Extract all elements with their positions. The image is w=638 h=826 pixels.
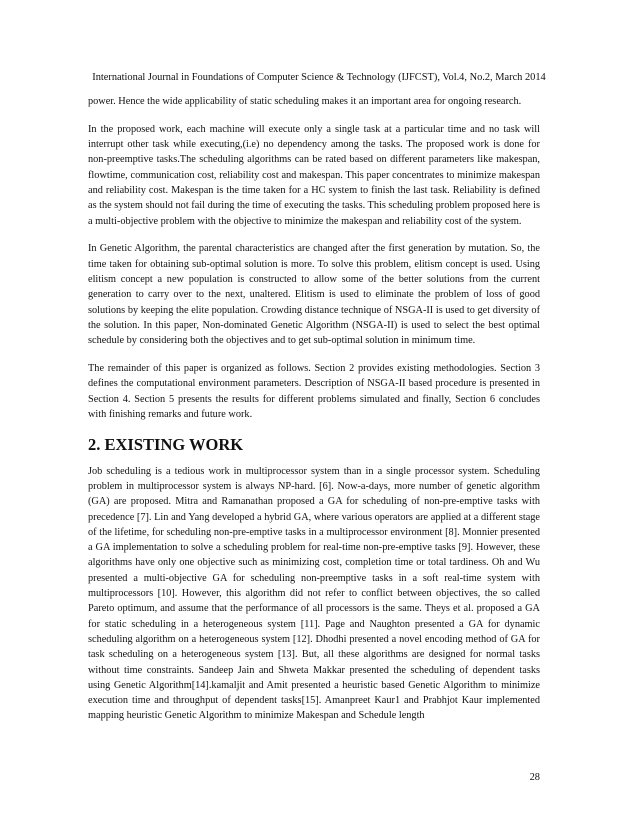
paragraph-genetic-algorithm: In Genetic Algorithm, the parental characteristics are changed after the first generation by mutation. So, the time taken for obtaining sub-optimal solution is more. To solve this problem, elitism concept is used. Using elitism concept a new population is constructed to allow some of the better solutions from the current generation to carry over to the next, unaltered. Elitism is used to eliminate the problem of loss of good solutions by keeping the elite population. Crowding distance technique of NSGA-II is used to get diversity of the solution. In this paper, Non-dominated Genetic Algorithm (NSGA-II) is used to select the best optimal schedule by considering both the objectives and to get sub-optimal solution in minimum time. <box>88 243 540 347</box>
page-content <box>88 94 540 736</box>
running-header: International Journal in Foundations of Computer Science & Technology (IJFCST), Vol.4, No.2, March 2014 <box>92 72 546 83</box>
paragraph-proposed-work: In the proposed work, each machine will execute only a single task at a particular time and no task will interrupt other task while executing,(i.e) no dependency among the tasks. The proposed work is done for non-preemptive tasks.The scheduling algorithms can be rated based on different parameters like makespan, flowtime, communication cost, reliability cost and makespan. This paper concentrates to minimize makespan and reliability cost. Makespan is the time taken for a HC system to finish the last task. Reliability is defined as the system should not fail during the time of executing the tasks. This scheduling problem proposed here is a multi-objective problem with the objective to minimize the makespan and reliability cost of the system. <box>88 123 540 227</box>
page-number: 28 <box>529 772 540 783</box>
paragraph-existing-work: Job scheduling is a tedious work in multiprocessor system than in a single processor system. Scheduling problem in multiprocessor system is always NP-hard. [6]. Now-a-days, more number of genetic algorithm (GA) are proposed. Mitra and Ramanathan proposed a GA for scheduling of non-pre-emptive tasks with precedence [7]. Lin and Yang developed a hybrid GA, where various operators are applied at a different stage of the lifetime, for scheduling non-pre-emptive tasks in a multiprocessor environment [8]. Monnier presented a GA implementation to solve a scheduling problem for real-time non-pre-emptive tasks [9]. However, these algorithms have only one objective such as minimizing cost, completion time or total tardiness. Oh and Wu presented a multi-objective GA for scheduling non-preemptive tasks in a soft real-time system with multiprocessors [10]. However, this algorithm did not refer to conflict between objectives, the so called Pareto optimum, and assume that the performance of all processors is the same. Theys et al. proposed a GA for static scheduling in a heterogeneous system [11]. Page and Naughton presented a GA for dynamic scheduling algorithm on a heterogeneous system [12]. Dhodhi presented a novel encoding method of GA for task scheduling on a heterogeneous system [13]. But, all these algorithms are designed for normal tasks without time constraints. Sandeep Jain and Shweta Makkar presented the scheduling of dependent tasks using Genetic Algorithm[14].kamaljit and Amit presented a heuristic based Genetic Algorithm to minimize execution time and throughput of dependent tasks[15]. Amanpreet Kaur1 and Prabhjot Kaur implemented mapping heuristic Genetic Algorithm to minimize Makespan and Schedule length <box>88 465 540 722</box>
section-heading-existing-work: 2. EXISTING WORK <box>88 434 244 454</box>
paragraph-intro-continuation: power. Hence the wide applicability of static scheduling makes it an important area for ongoing research. <box>88 96 522 107</box>
paragraph-paper-organization: The remainder of this paper is organized as follows. Section 2 provides existing methodologies. Section 3 defines the computational environment parameters. Description of NSGA-II based procedure is presented in Section 4. Section 5 presents the results for different problems simulated and finally, Section 6 concludes with finishing remarks and future work. <box>88 362 540 420</box>
